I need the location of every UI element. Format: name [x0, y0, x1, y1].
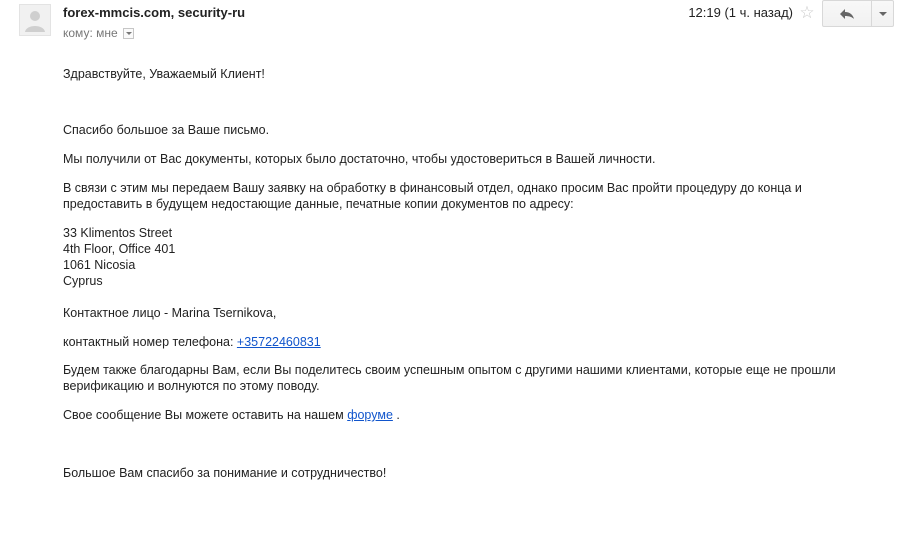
phone-line — [63, 334, 883, 350]
address-line: 1061 Nicosia — [63, 258, 136, 272]
paragraph-procedure-line-2: предоставить в будущем недостающие данные, печатные копии документов по адресу: — [63, 197, 574, 211]
contact-person: Контактное лицо - Marina Tsernikova, — [63, 306, 277, 320]
more-actions-button[interactable] — [872, 0, 894, 27]
star-icon[interactable]: ☆ — [799, 2, 815, 22]
recipient-details-dropdown[interactable] — [123, 28, 134, 39]
forum-line — [63, 407, 883, 423]
reply-button-group — [822, 0, 894, 27]
forum-prefix: Свое сообщение Вы можете оставить на нашем — [63, 408, 344, 422]
paragraph-procedure-line-1: В связи с этим мы передаем Вашу заявку на обработку в финансовый отдел, однако просим Вас пройти процедуру до конца и — [63, 181, 802, 195]
message-timestamp: 12:19 (1 ч. назад) — [688, 5, 793, 20]
reply-button[interactable] — [822, 0, 872, 27]
paragraph-procedure — [63, 180, 883, 212]
phone-label: контактный номер телефона: — [63, 335, 234, 349]
closing-line: Большое Вам спасибо за понимание и сотрудничество! — [63, 466, 387, 480]
greeting: Здравствуйте, Уважаемый Клиент! — [63, 67, 265, 81]
recipient-row — [63, 26, 134, 40]
forum-suffix: . — [396, 408, 400, 422]
paragraph-documents-received: Мы получили от Вас документы, которых было достаточно, чтобы удостовериться в Вашей личности. — [63, 152, 656, 166]
address-line: 4th Floor, Office 401 — [63, 242, 176, 256]
address-line: Cyprus — [63, 274, 103, 288]
person-icon — [20, 5, 50, 35]
postal-address — [63, 225, 883, 289]
recipient-label: кому: мне — [63, 26, 118, 40]
paragraph-share-line-1: Будем также благодарны Вам, если Вы поделитесь своим успешным опытом с другими нашими клиентами, которые еще не прошли — [63, 363, 836, 377]
sender-avatar — [19, 4, 51, 36]
paragraph-share-experience — [63, 362, 883, 394]
sender-name[interactable]: forex-mmcis.com, security-ru — [63, 5, 246, 20]
address-line: 33 Klimentos Street — [63, 226, 173, 240]
phone-link[interactable]: +35722460831 — [236, 335, 321, 349]
paragraph-thanks: Спасибо большое за Ваше письмо. — [63, 123, 270, 137]
forum-link[interactable]: форуме — [347, 408, 393, 422]
reply-arrow-icon — [839, 8, 855, 20]
paragraph-share-line-2: верификацию и волнуются по этому поводу. — [63, 379, 320, 393]
